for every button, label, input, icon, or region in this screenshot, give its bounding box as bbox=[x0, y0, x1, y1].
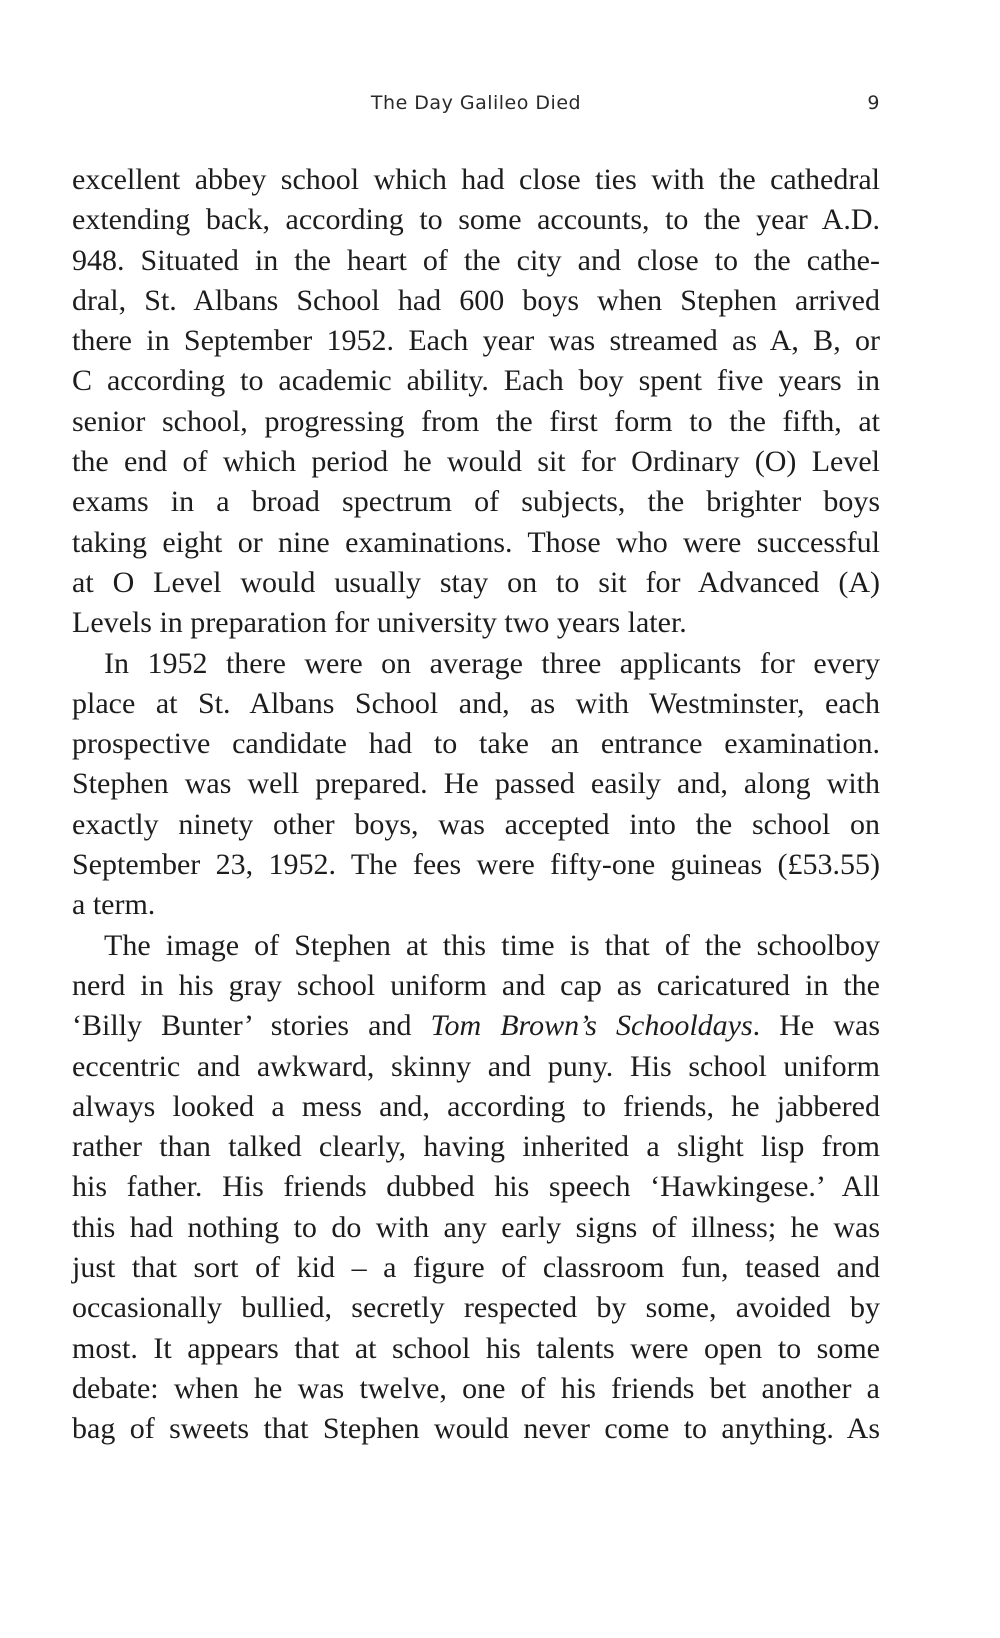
text-line: September 23, 1952. The fees were fifty-one guineas (£53.55) bbox=[72, 848, 880, 882]
text-line: a term. bbox=[72, 888, 156, 922]
page-number: 9 bbox=[867, 92, 880, 114]
text-line: 948. Situated in the heart of the city and close to the cathe- bbox=[72, 243, 880, 277]
text-line: C according to academic ability. Each boy spent five years in bbox=[72, 364, 880, 398]
text-line: debate: when he was twelve, one of his friends bet another a bbox=[72, 1371, 880, 1405]
text-line: there in September 1952. Each year was streamed as A, B, or bbox=[72, 324, 880, 358]
text-line: at O Level would usually stay on to sit for Advanced (A) bbox=[72, 565, 880, 599]
running-head bbox=[72, 92, 880, 122]
text-line: rather than talked clearly, having inherited a slight lisp from bbox=[72, 1130, 880, 1164]
text-line: occasionally bullied, secretly respected by some, avoided by bbox=[72, 1291, 880, 1325]
text-line: Stephen was well prepared. He passed easily and, along with bbox=[72, 767, 880, 801]
text-fragment: . He was bbox=[752, 1009, 880, 1043]
paragraph-1 bbox=[72, 160, 880, 644]
text-line: Levels in preparation for university two years later. bbox=[72, 606, 687, 640]
text-line: just that sort of kid – a figure of classroom fun, teased and bbox=[72, 1251, 880, 1285]
text-line: dral, St. Albans School had 600 boys when Stephen arrived bbox=[72, 283, 880, 317]
body-text bbox=[72, 160, 880, 1450]
text-line: taking eight or nine examinations. Those who were successful bbox=[72, 525, 880, 559]
text-line: prospective candidate had to take an entrance examination. bbox=[72, 727, 880, 761]
book-title: Tom Brown’s Schooldays bbox=[430, 1009, 753, 1043]
text-line: extending back, according to some accounts, to the year A.D. bbox=[72, 203, 880, 237]
text-line: exams in a broad spectrum of subjects, the brighter boys bbox=[72, 485, 880, 519]
paragraph-2 bbox=[72, 644, 880, 926]
text-line-with-title bbox=[72, 1006, 880, 1046]
text-line: The image of Stephen at this time is that of the schoolboy bbox=[104, 928, 880, 962]
text-line: bag of sweets that Stephen would never come to anything. As bbox=[72, 1412, 880, 1446]
text-line: excellent abbey school which had close ties with the cathedral bbox=[72, 163, 880, 196]
text-line: eccentric and awkward, skinny and puny. His school uniform bbox=[72, 1049, 880, 1083]
text-line: In 1952 there were on average three applicants for every bbox=[104, 646, 880, 680]
text-line: senior school, progressing from the first form to the fifth, at bbox=[72, 404, 880, 438]
text-line: exactly ninety other boys, was accepted into the school on bbox=[72, 807, 880, 841]
text-line: his father. His friends dubbed his speech ‘Hawkingese.’ All bbox=[72, 1170, 880, 1204]
text-fragment: ‘Billy Bunter’ stories and bbox=[72, 1009, 431, 1043]
text-line: the end of which period he would sit for Ordinary (O) Level bbox=[72, 445, 880, 479]
text-line: place at St. Albans School and, as with Westminster, each bbox=[72, 686, 880, 720]
text-line: always looked a mess and, according to friends, he jabbered bbox=[72, 1089, 880, 1123]
paragraph-3 bbox=[72, 926, 880, 1450]
text-line: most. It appears that at school his talents were open to some bbox=[72, 1331, 880, 1365]
text-line: this had nothing to do with any early signs of illness; he was bbox=[72, 1210, 880, 1244]
text-line: nerd in his gray school uniform and cap as caricatured in the bbox=[72, 968, 880, 1002]
running-title: The Day Galileo Died bbox=[370, 92, 582, 114]
